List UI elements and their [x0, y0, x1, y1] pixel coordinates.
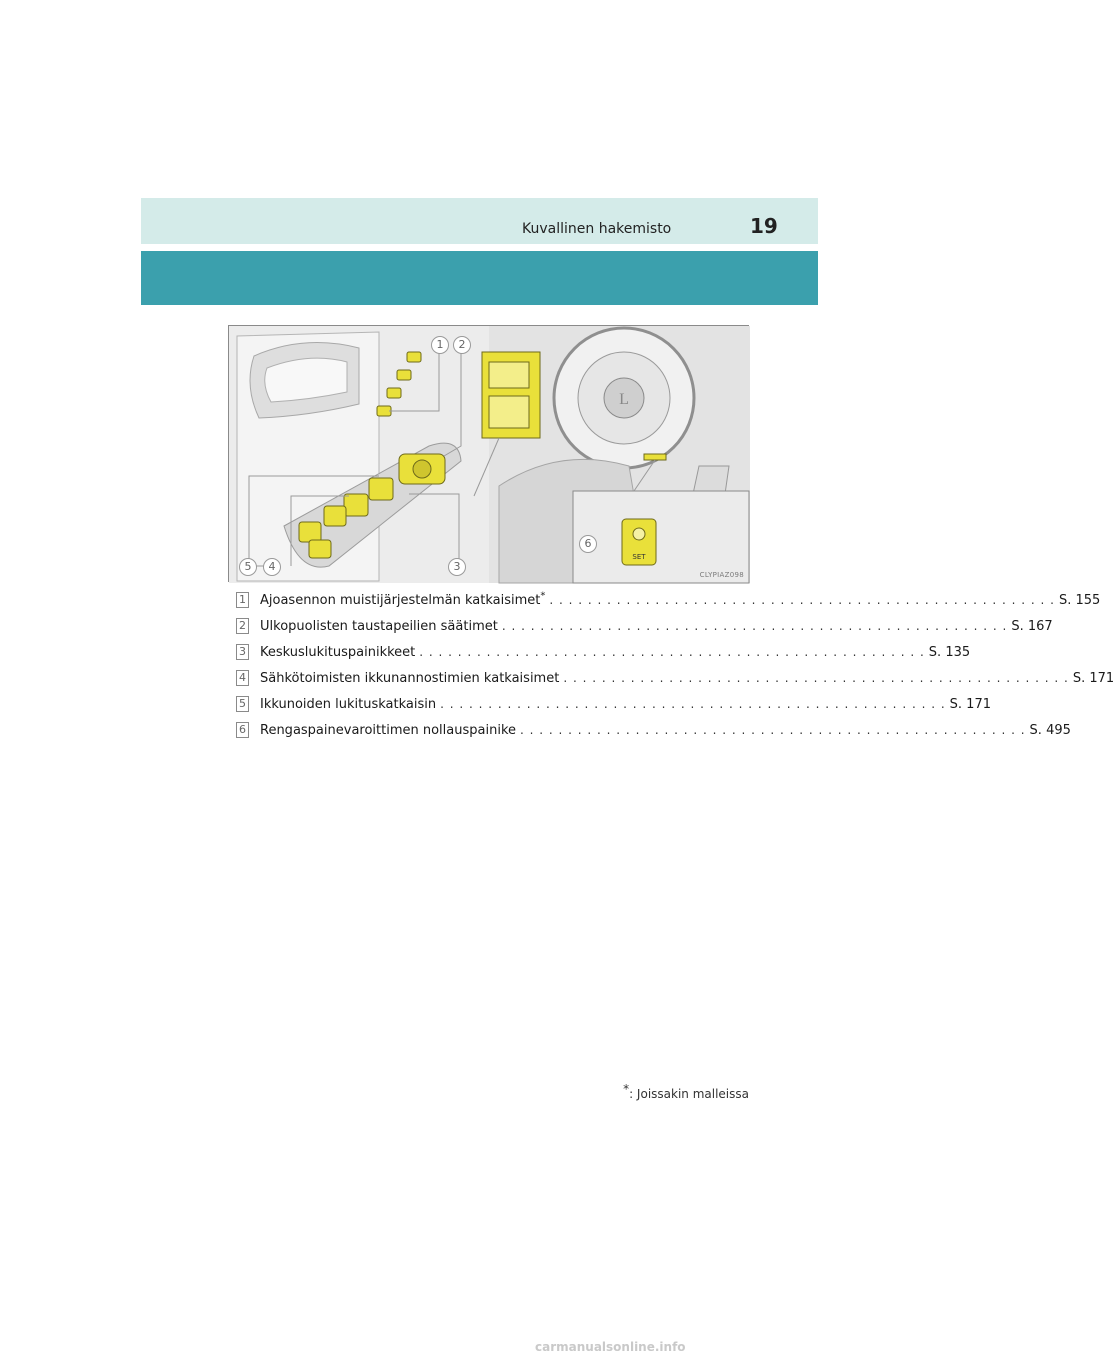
watermark: carmanualsonline.info — [535, 1340, 686, 1354]
item-label-text: Ajoasennon muistijärjestelmän katkaisimet — [260, 592, 541, 608]
leader-dots: . . . . . . . . . . . . . . . . . . . . . . . . . . . . . . . . . . . . . . . . . . . . . . . . . . . . . — [419, 645, 925, 659]
leader-dots: . . . . . . . . . . . . . . . . . . . . . . . . . . . . . . . . . . . . . . . . . . . . . . . . . . . . . — [501, 619, 1008, 633]
callout-1: 1 — [431, 336, 449, 354]
footnote-text: : Joissakin malleissa — [629, 1087, 749, 1101]
list-item — [236, 639, 971, 665]
door-controls-illustration — [228, 325, 749, 582]
item-label — [260, 590, 546, 608]
item-list — [236, 587, 1114, 743]
list-item — [236, 691, 991, 717]
page-reference: S. 495 — [1029, 722, 1071, 738]
callout-6: 6 — [579, 535, 597, 553]
section-color-bar — [141, 251, 818, 305]
footnote — [623, 1082, 749, 1101]
item-number: 3 — [236, 644, 249, 660]
callout-2: 2 — [453, 336, 471, 354]
item-label: Ulkopuolisten taustapeilien säätimet — [260, 618, 498, 634]
item-number: 1 — [236, 592, 249, 608]
item-label: Sähkötoimisten ikkunannostimien katkaisimet — [260, 670, 560, 686]
page-reference: S. 171 — [1072, 670, 1114, 686]
callout-5: 5 — [239, 558, 257, 576]
page-reference: S. 155 — [1058, 592, 1101, 608]
page-reference: S. 171 — [949, 696, 991, 712]
leader-dots: . . . . . . . . . . . . . . . . . . . . . . . . . . . . . . . . . . . . . . . . . . . . . . . . . . . . . — [549, 593, 1055, 607]
footnote-marker: * — [540, 590, 546, 602]
callout-3: 3 — [448, 558, 466, 576]
item-number: 6 — [236, 722, 249, 738]
figure-code: CLYPIAZ098 — [699, 571, 744, 579]
item-number: 5 — [236, 696, 249, 712]
leader-dots: . . . . . . . . . . . . . . . . . . . . . . . . . . . . . . . . . . . . . . . . . . . . . . . . . . . . . — [520, 723, 1026, 737]
page-reference: S. 167 — [1011, 618, 1053, 634]
list-item — [236, 717, 1071, 743]
page-number: 19 — [750, 214, 778, 238]
svg-text:L: L — [619, 391, 629, 408]
set-button-label: SET — [632, 553, 646, 561]
list-item — [236, 587, 1101, 613]
illustration-drawing — [229, 326, 750, 583]
item-label: Ikkunoiden lukituskatkaisin — [260, 696, 437, 712]
item-label: Rengaspainevaroittimen nollauspainike — [260, 722, 517, 738]
item-label: Keskuslukituspainikkeet — [260, 644, 416, 660]
header-band — [141, 198, 818, 244]
callout-4: 4 — [263, 558, 281, 576]
section-title: Kuvallinen hakemisto — [522, 221, 672, 237]
list-item — [236, 665, 1114, 691]
page-reference: S. 135 — [928, 644, 971, 660]
footnote-marker: * — [623, 1082, 630, 1096]
leader-dots: . . . . . . . . . . . . . . . . . . . . . . . . . . . . . . . . . . . . . . . . . . . . . . . . . . . . . — [440, 697, 946, 711]
item-number: 2 — [236, 618, 249, 634]
list-item — [236, 613, 1053, 639]
item-number: 4 — [236, 670, 249, 686]
leader-dots: . . . . . . . . . . . . . . . . . . . . . . . . . . . . . . . . . . . . . . . . . . . . . . . . . . . . . — [563, 671, 1069, 685]
